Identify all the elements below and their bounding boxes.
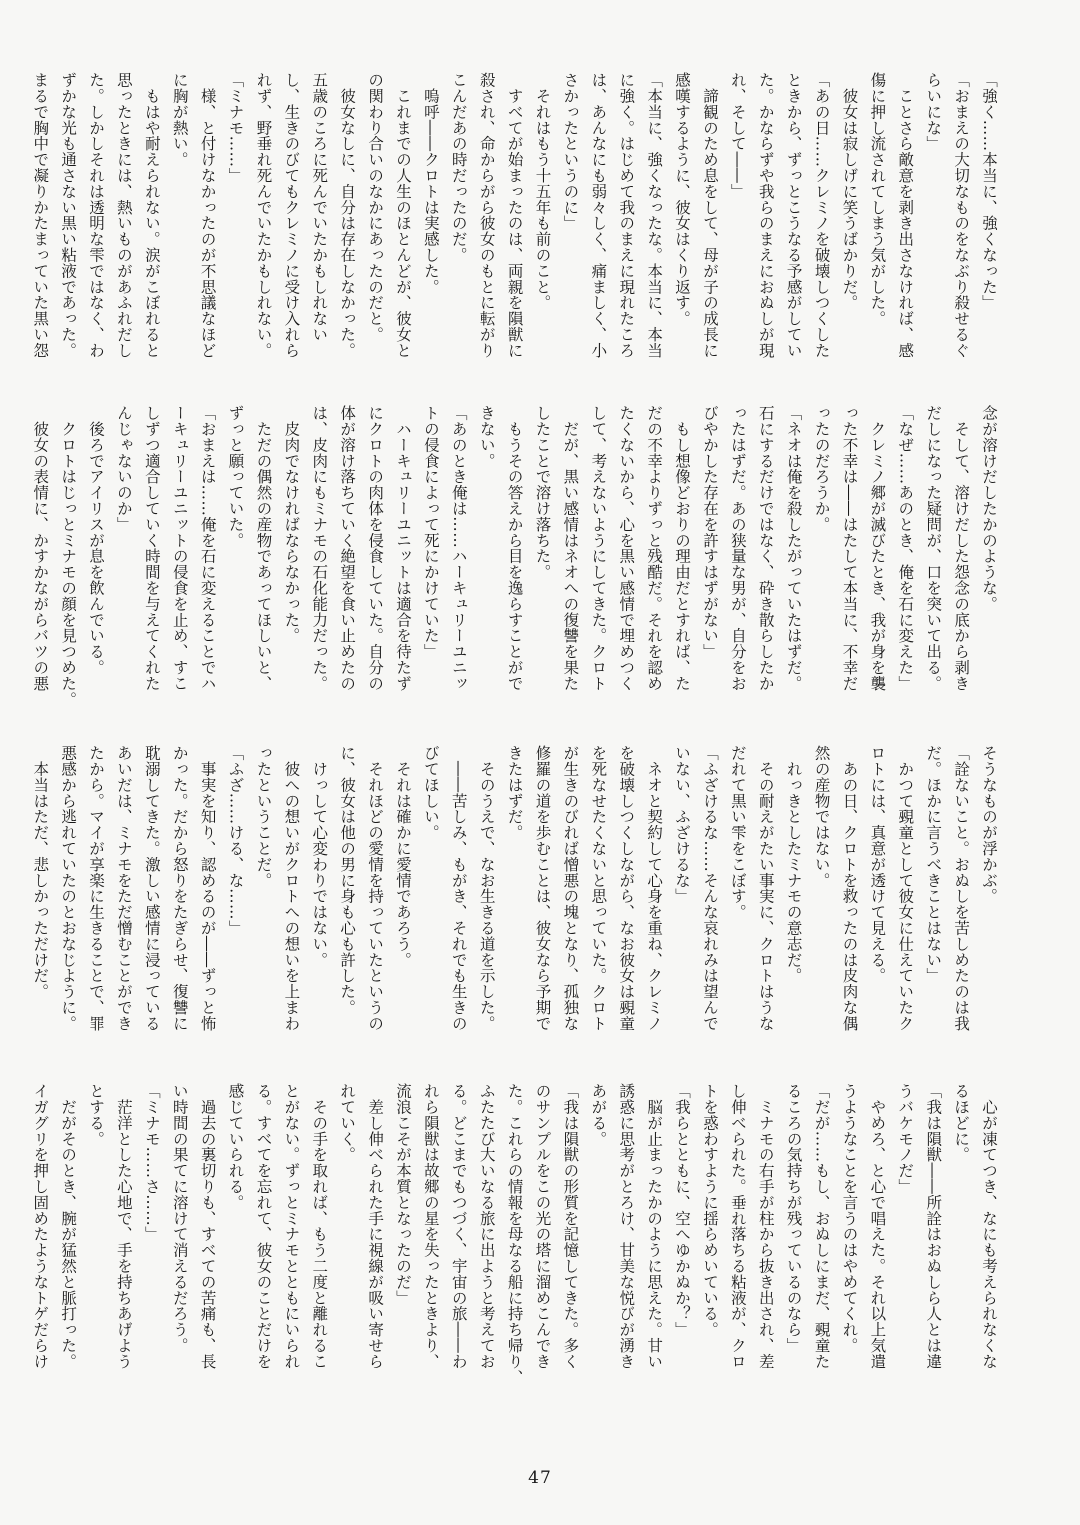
text-line: が生きのびれば憎悪の塊となり、孤独な [561, 745, 580, 1032]
text-line: とする。 [87, 1083, 105, 1147]
text-line: して、考えないようにしてきた。クロト [589, 405, 608, 692]
text-line: きない。 [477, 405, 496, 469]
text-line: そうなものが浮かぶ。 [980, 745, 998, 904]
text-line: もうその答えから目を逸らすことがで [505, 405, 524, 692]
text-line: まるで胸中で凝りかたまっていた黒い怨 [31, 72, 50, 359]
text-line: ――苦しみ、もがき、それでも生きの [449, 745, 468, 1032]
text-line: 感じていられる。 [226, 1083, 245, 1211]
text-line: い時間の果てに溶けて消えるだろう。 [170, 1083, 189, 1354]
text-line: 「詮ないこと。おぬしを苦しめたのは我 [952, 745, 971, 1032]
text-line: れら隕獣は故郷の星を失ったときより、 [421, 1083, 440, 1370]
text-line: そして、溶けだした怨念の底から剥き [952, 405, 971, 692]
text-line: 「なぜ……あのとき、俺を石に変えた」 [896, 405, 915, 692]
text-line: は、あんなにも弱々しく、痛ましく、小 [589, 72, 608, 359]
text-line: は、皮肉にもミナモの石化能力だった。 [310, 405, 329, 692]
text-line: 傷に押し流されてしまう気がした。 [868, 72, 887, 327]
text-line: 感嘆するように、彼女はくり返す。 [673, 72, 692, 327]
text-line: びやかした存在を許すはずがない」 [700, 405, 719, 660]
text-line: ハーキュリーユニットは適合を待たず [393, 405, 412, 692]
text-line: クレミノ郷が滅びたとき、我が身を襲 [868, 405, 887, 692]
text-line: に胸が熱い。 [170, 72, 189, 168]
text-line: れっきとしたミナモの意志だ。 [784, 745, 803, 984]
text-line: あがる。 [589, 1083, 608, 1147]
text-line: 「本当に、強くなったな。本当に、本当 [645, 72, 664, 359]
text-line: 「あのとき俺は……ハーキュリーユニッ [449, 405, 468, 692]
text-line: その手を取れば、もう二度と離れるこ [310, 1083, 329, 1370]
text-line: 事実を知り、認めるのが――ずっと怖 [198, 745, 217, 1032]
text-line: 「我は隕獣の形質を記憶してきた。多く [561, 1083, 580, 1370]
text-line: の関わり合いのなかにあったのだと。 [366, 72, 385, 343]
text-line: それはもう十五年も前のこと。 [533, 72, 552, 311]
text-line: れ、そして――」 [728, 72, 747, 200]
text-line: 石にするだけではなく、砕き散らしたか [756, 405, 775, 692]
text-line: た。かならずや我らのまえにおぬしが現 [756, 72, 775, 359]
text-line: るころの気持ちが残っているのなら」 [784, 1083, 803, 1354]
text-line: れていく。 [338, 1083, 357, 1163]
text-line: 念が溶けだしたかのような。 [980, 405, 998, 612]
text-line: だが、黒い感情はネオへの復讐を果た [561, 405, 580, 692]
text-line: る。すべてを忘れて、彼女のことだけを [254, 1083, 273, 1370]
text-line: その耐えがたい事実に、クロトはうな [756, 745, 775, 1032]
text-line: だの不幸よりずっと残酷だ。それを認め [645, 405, 664, 692]
text-line: った不幸は――はたして本当に、不幸だ [840, 405, 859, 692]
text-line: 誘惑に思考がとろけ、甘美な悦びが湧き [617, 1083, 636, 1370]
page-number: 47 [528, 1468, 552, 1488]
text-line: 思ったときには、熱いものがあふれだし [114, 72, 133, 359]
text-line: 「あの日……クレミノを破壊しつくした [812, 72, 831, 359]
text-line: 「だが……もし、おぬしにまだ、覡童た [812, 1083, 831, 1370]
text-line: 過去の裏切りも、すべての苦痛も、長 [198, 1083, 217, 1370]
text-line: だしになった疑問が、口を突いて出る。 [924, 405, 943, 692]
text-line: それほどの愛情を持っていたというの [366, 745, 385, 1032]
text-line: トを惑わすように揺らめいている。 [700, 1083, 719, 1338]
text-line: 悪感から逃れていたのとおなじように。 [59, 745, 78, 1032]
text-line: 「我は隕獣――所詮はおぬしら人とは違 [924, 1083, 943, 1370]
text-line: ったはずだ。あの狭量な男が、自分をお [728, 405, 747, 692]
text-line: 殺され、命からがら彼女のもとに転がり [477, 72, 496, 359]
text-line: ネオと契約して心身を重ね、クレミノ [645, 745, 664, 1032]
text-line: すべてが始まったのは、両親を隕獣に [505, 72, 524, 359]
text-line: しずつ適合していく時間を与えてくれた [142, 405, 161, 692]
text-line: 彼への想いがクロトへの想いを上まわ [282, 745, 301, 1032]
text-line: た。これらの情報を母なる船に持ち帰り、 [505, 1083, 524, 1386]
text-line: 皮肉でなければならなかった。 [282, 405, 301, 644]
text-line: 「ふざ……ける、な……」 [226, 745, 245, 936]
text-line: 茫洋とした心地で、手を持ちあげよう [114, 1083, 133, 1370]
text-tier-4 [31, 1083, 1002, 1408]
text-line: あの日、クロトを救ったのは皮肉な偶 [840, 745, 859, 1032]
text-line: 修羅の道を歩むことは、彼女なら予期で [533, 745, 552, 1032]
text-line: ただの偶然の産物であってほしいと、 [254, 405, 273, 692]
text-line: 彼女は寂しげに笑うばかりだ。 [840, 72, 859, 311]
text-line: ずかな光も通さない黒い粘液であった。 [59, 72, 78, 359]
text-line: るほどに。 [952, 1083, 971, 1163]
text-line: 嗚呼――クロトは実感した。 [421, 72, 440, 295]
text-line: ロトには、真意が透けて見える。 [868, 745, 887, 984]
text-line: 「おまえは……俺を石に変えることでハ [198, 405, 217, 692]
text-line: んじゃないのか」 [114, 405, 133, 533]
text-line: クロトはじっとミナモの顔を見つめた。 [59, 405, 78, 708]
text-line: 差し伸べられた手に視線が吸い寄せら [366, 1083, 385, 1370]
text-line: 「強く……本当に、強くなった」 [980, 72, 998, 311]
text-line: うようなことを言うのはやめてくれ。 [840, 1083, 859, 1354]
text-line: 耽溺してきた。激しい感情に浸っている [142, 745, 161, 1032]
text-line: こんだあの時だったのだ。 [449, 72, 468, 263]
text-line: ときから、ずっとこうなる予感がしてい [784, 72, 803, 359]
text-line: ずっと願っていた。 [226, 405, 245, 549]
text-line: 心が凍てつき、なにも考えられなくな [980, 1083, 998, 1370]
text-line: ーキュリーユニットの侵食を止め、すこ [170, 405, 189, 692]
text-line: あいだは、ミナモをただ憎むことができ [114, 745, 133, 1032]
text-line: ことさら敵意を剥き出さなければ、感 [896, 72, 915, 359]
text-line: を破壊しつくしながら、なお彼女は覡童 [617, 745, 636, 1032]
text-line: に強く。はじめて我のまえに現れたころ [617, 72, 636, 359]
text-line: だがそのとき、腕が猛然と脈打った。 [59, 1083, 78, 1370]
text-line: に、彼女は他の男に身も心も許した。 [338, 745, 357, 1016]
text-line: 彼女なしに、自分は存在しなかった。 [338, 72, 357, 359]
text-line: た。しかしそれは透明な雫ではなく、わ [87, 72, 105, 359]
text-line: そのうえで、なお生きる道を示した。 [477, 745, 496, 1032]
text-line: し、生きのびてもクレミノに受け入れら [282, 72, 301, 359]
text-tier-3 [31, 745, 1002, 1070]
text-line: 本当はただ、悲しかっただけだ。 [31, 745, 50, 1000]
text-line: 諦観のため息をして、母が子の成長に [700, 72, 719, 359]
text-line: 体が溶け落ちていく絶望を食い止めたの [338, 405, 357, 692]
text-line: かつて覡童として彼女に仕えていたク [896, 745, 915, 1032]
text-line: だれて黒い雫をこぼす。 [728, 745, 747, 920]
text-line: 「ネオは俺を殺したがっていたはずだ。 [784, 405, 803, 692]
text-line: ったということだ。 [254, 745, 273, 889]
text-line: とがない。ずっとミナモとともにいられ [282, 1083, 301, 1370]
text-line: ミナモの右手が柱から抜き出され、差 [756, 1083, 775, 1370]
text-tier-1 [31, 72, 1002, 397]
text-line: 「ミナモ……さ……」 [142, 1083, 161, 1242]
text-line: もし想像どおりの理由だとすれば、た [673, 405, 692, 692]
text-line: これまでの人生のほとんどが、彼女と [393, 72, 412, 359]
text-line: たくないから、心を黒い感情で埋めつく [617, 405, 636, 692]
text-line: 「ふざけるな……そんな哀れみは望んで [700, 745, 719, 1032]
text-line: 「ミナモ……」 [226, 72, 245, 184]
text-line: もはや耐えられない。涙がこぼれると [142, 72, 161, 359]
text-line: のサンプルをこの光の塔に溜めこんでき [533, 1083, 552, 1370]
text-line: る。どこまでもつづく、宇宙の旅――わ [449, 1083, 468, 1370]
text-line: やめろ、と心で唱えた。それ以上気遣 [868, 1083, 887, 1370]
text-line: ふたたび大いなる旅に出ようと考えてお [477, 1083, 496, 1370]
text-line: ったのだろうか。 [812, 405, 831, 533]
text-line: 流浪こそが本質となったのだ」 [393, 1083, 412, 1306]
text-line: けっして心変わりではない。 [310, 745, 329, 968]
text-tier-2 [31, 405, 1002, 730]
text-line: し伸べられた。垂れ落ちる粘液が、クロ [728, 1083, 747, 1370]
text-line: いない、ふざけるな」 [673, 745, 692, 904]
text-line: 彼女の表情に、かすかながらバツの悪 [31, 405, 50, 692]
text-line: トの侵食によって死にかけていた」 [421, 405, 440, 660]
text-line: 五歳のころに死んでいたかもしれない [310, 72, 329, 343]
text-line: 様、と付けなかったのが不思議なほど [198, 72, 217, 359]
text-line: 「おまえの大切なものをなぶり殺せるぐ [952, 72, 971, 359]
text-line: 然の産物ではない。 [812, 745, 831, 889]
text-line: にクロトの肉体を侵食していた。自分の [366, 405, 385, 692]
text-line: らいにな」 [924, 72, 943, 152]
text-line: うバケモノだ」 [896, 1083, 915, 1195]
text-line: かった。だから怒りをたぎらせ、復讐に [170, 745, 189, 1032]
text-line: それは確かに愛情であろう。 [393, 745, 412, 968]
text-line: 「我らとともに、空へゆかぬか？」 [673, 1083, 692, 1338]
text-line: さかったというのに」 [561, 72, 580, 231]
text-line: 脳が止まったかのように思えた。甘い [645, 1083, 664, 1370]
text-line: たから。マイが享楽に生きることで、罪 [87, 745, 105, 1032]
text-line: 後ろでアイリスが息を飲んでいる。 [87, 405, 105, 676]
text-line: を死なせたくないと思っていた。クロト [589, 745, 608, 1032]
text-line: きたはずだ。 [505, 745, 524, 841]
text-line: したことで溶け落ちた。 [533, 405, 552, 580]
text-line: れず、野垂れ死んでいたかもしれない。 [254, 72, 273, 359]
text-line: だ。ほかに言うべきことはない」 [924, 745, 943, 984]
text-line: イガグリを押し固めたようなトゲだらけ [31, 1083, 50, 1370]
text-line: びてほしい。 [421, 745, 440, 841]
